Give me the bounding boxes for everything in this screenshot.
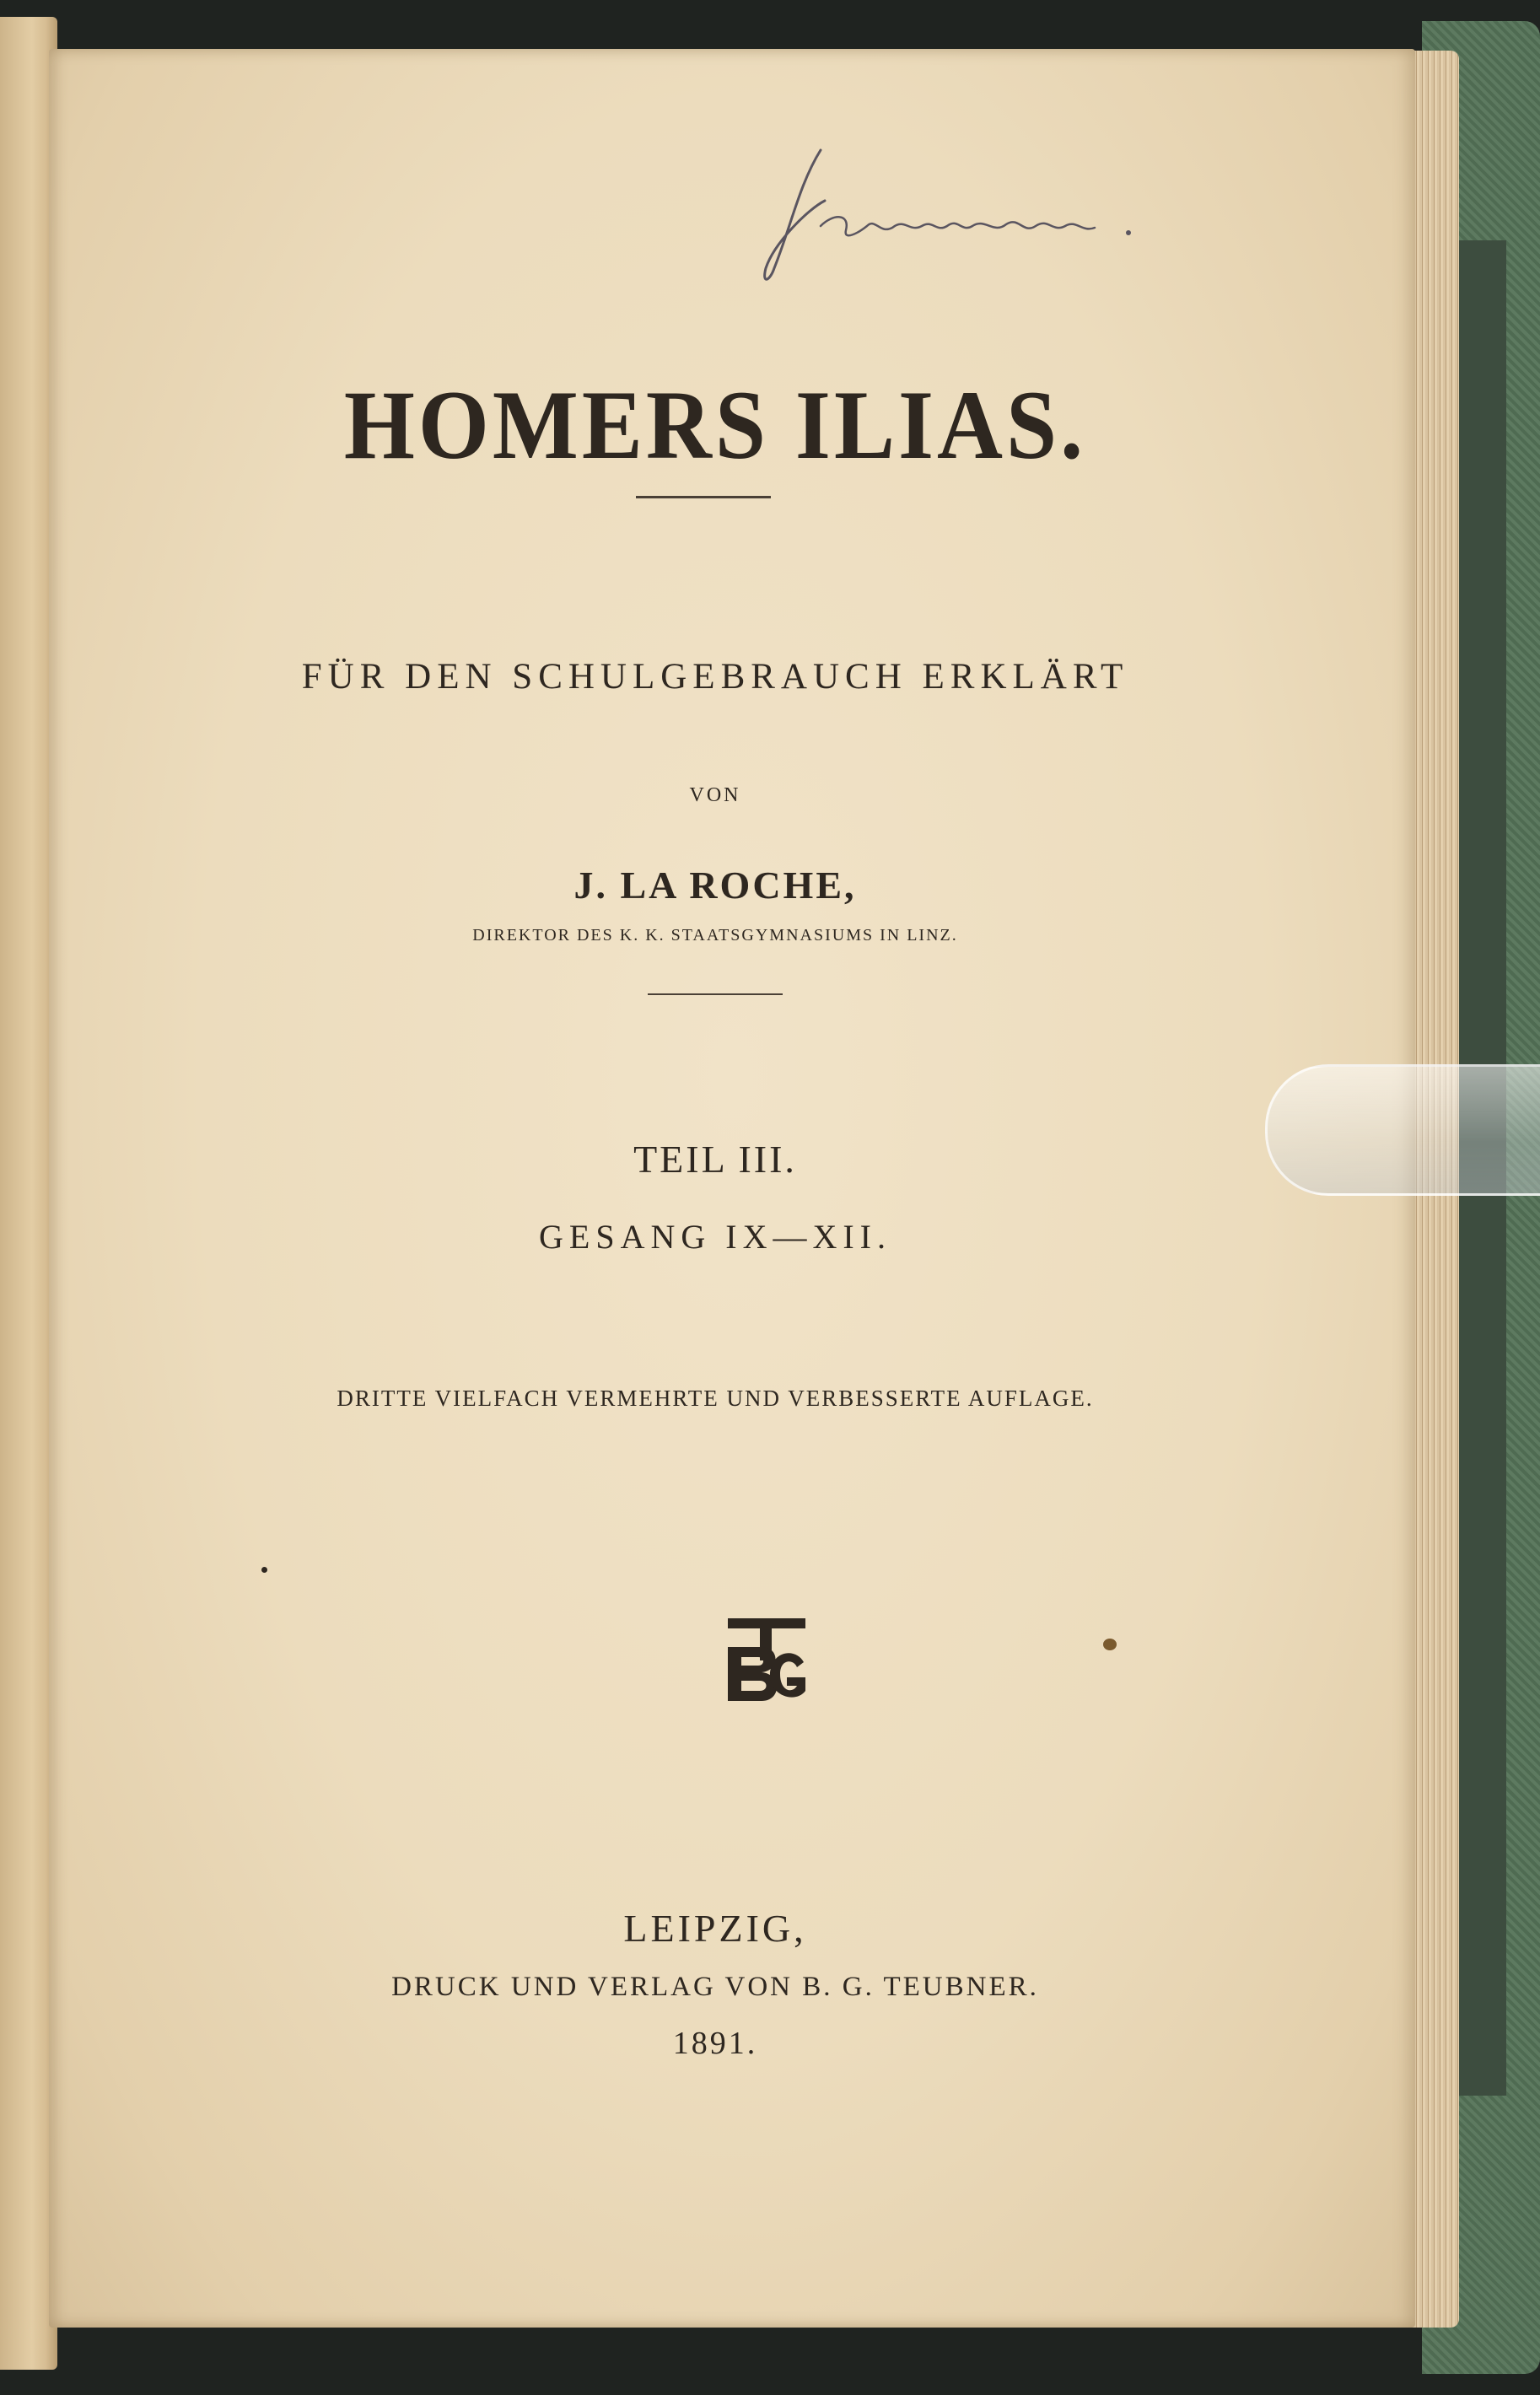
subtitle: FÜR DEN SCHULGEBRAUCH ERKLÄRT [301,657,1129,697]
author-name: J. LA ROCHE, [573,864,857,907]
divider-middle [648,993,783,995]
publication-city: LEIPZIG, [623,1907,807,1950]
publisher-line: DRUCK UND VERLAG VON B. G. TEUBNER. [391,1972,1039,2002]
book-title: HOMERS ILIAS. [343,371,1087,480]
paper-speck [261,1567,267,1573]
by-label: VON [689,784,741,806]
handwritten-signature [740,133,1179,302]
edition-note: DRITTE VIELFACH VERMEHRTE UND VERBESSERTE AUFLAGE. [337,1386,1094,1411]
bg-monogram-icon [719,1613,812,1706]
title-page [49,49,1415,2328]
author-role: DIREKTOR DES K. K. STAATSGYMNASIUMS IN LINZ. [472,926,958,945]
volume-part: TEIL III. [633,1138,797,1181]
songs-range: GESANG IX—XII. [539,1218,891,1256]
plastic-page-clip [1265,1064,1540,1196]
paper-speck [1103,1639,1117,1650]
publication-year: 1891. [672,2026,758,2061]
divider-top [636,496,771,498]
